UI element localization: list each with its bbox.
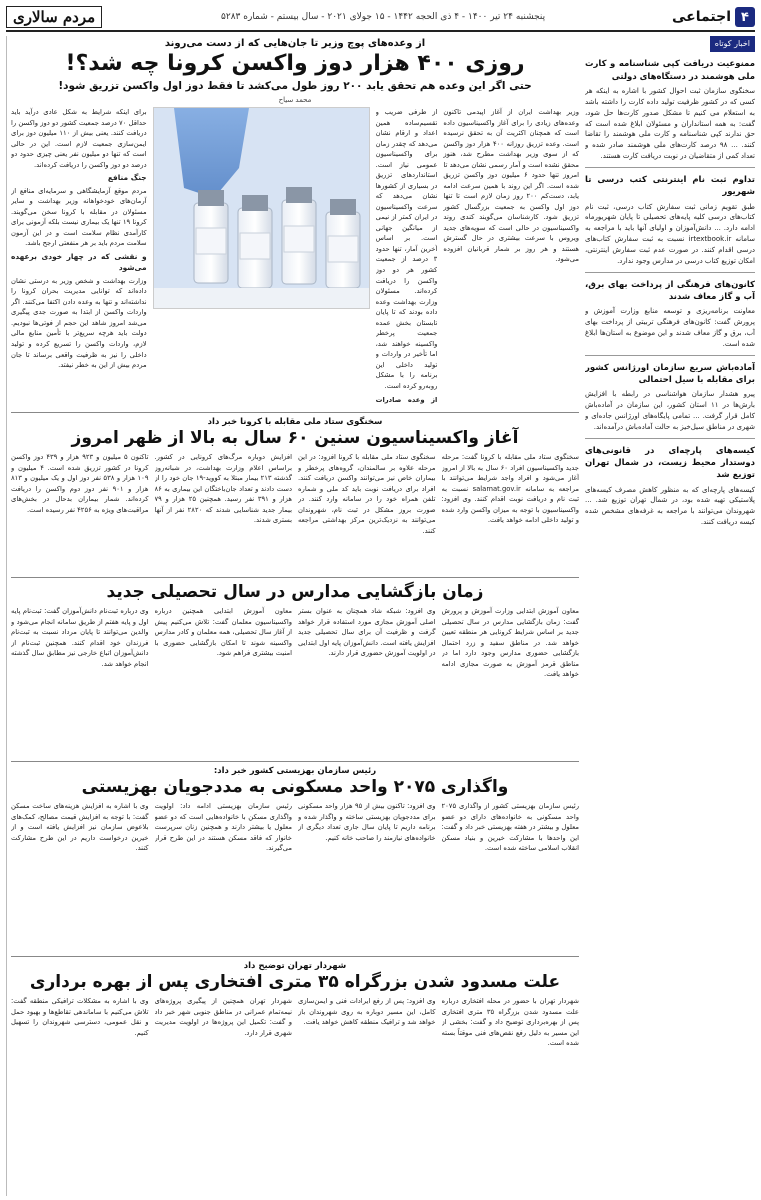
lead-column [443,107,579,407]
article-column: سخنگوی ستاد ملی مقابله با کرونا گفت: مرحله جدید واکسیناسیون افراد ۶۰ سال به بالا از امروز آغاز می‌شود و افراد واجد شرایط می‌توانند با مراجعه به سامانه salamat.gov.ir نسبت به ثبت نام و دریافت نوبت اقدام کنند. وی افزود: واکسیناسیون با توجه به میزان واکسن وارد شده و تولید داخلی ادامه خواهد یافت. [441,453,579,525]
article-headline: علت مسدود شدن بزرگراه ۳۵ متری افتخاری پس از بهره برداری [29,972,561,992]
short-news-body: سخنگوی سازمان ثبت احوال کشور با اشاره به اینکه هر کسی که در کشور ظرفیت تولید داده کارت را داشته باشد به استعلام می کنیم تا مشکل صدور کارت‌ها حل شود، گفت: به همه استانداران و مسئولان ابلاغ شده است که حق ندارند کپی شناسنامه و کارت ملی هوشمند را تقاضا کنند. ... ۹۸ درصد کارت‌های ملی هوشمند صادر شده و تعداد کمی از متقاضیان در نوبت دریافت کارت هستند. [585,87,755,161]
divider [585,438,755,439]
main-content [6,36,579,1196]
issue-date-line: پنجشنبه ۲۴ تیر ۱۴۰۰ - ۴ ذی الحجه ۱۴۴۲ - ۱۵ جولای ۲۰۲۱ - سال بیستم - شماره ۵۲۸۳ [221,12,546,22]
article-headline: آغاز واکسیناسیون سنین ۶۰ سال به بالا از ظهر امروز [71,428,519,448]
short-news-body: معاونت برنامه‌ریزی و توسعه منابع وزارت آموزش و پرورش گفت: کانون‌های فرهنگی تربیتی از پرداخت بهای آب، برق و گاز معاف شدند و این موضوع به استان‌ها ابلاغ شده است. [585,307,755,348]
article-kicker: شهردار تهران توضیح داد [243,961,347,971]
photo-caption-lead: از وعده صادرات [375,396,438,405]
article-kicker: رئیس سازمان بهزیستی کشور خبر داد: [213,766,377,776]
welfare-housing-article [11,761,579,951]
vaccine-vials-photo [153,107,370,309]
vaccination-60-article [11,412,579,572]
article-column: شهردار تهران با حضور در محله افتخاری درباره علت مسدود شدن بزرگراه ۳۵ متری افتخاری پس از بهره‌برداری توضیح داد و گفت: بخشی از این مسیر به دلیل رفع نقص‌های فنی موقتاً بسته شده است. [441,997,579,1048]
short-news-body: طبق تقویم زمانی ثبت سفارش کتاب درسی، ثبت نام کتاب‌های درسی کلیه پایه‌های تحصیلی تا پایان شهریورماه ادامه دارد. ... دانش‌آموزان و اولیای آنها باید با مراجعه به سامانه irtextbook.ir نسبت به ثبت سفارش کتاب‌های درسی اقدام کنند. در صورت عدم ثبت سفارش اینترنتی، امکان توزیع کتاب درسی در مدارس وجود ندارد. [585,202,755,265]
article-headline: واگذاری ۲۰۷۵ واحد مسکونی به مددجویان بهزیستی [81,777,509,797]
lead-subhead: و نقشی که در چهار خودی برعهده می‌شود [11,251,147,273]
section-number: ۴ [735,7,755,27]
article-column: وی درباره ثبت‌نام دانش‌آموزان گفت: ثبت‌نام پایه اول و پایه هفتم از طریق سامانه انجام می‌شود و والدین می‌توانند تا پایان مرداد نسبت به ثبت‌نام فرزندان خود اقدام کنند. همچنین ثبت‌نام از دانش‌آموزان اتباع خارجی نیز مطابق سال گذشته انجام خواهد شد. [11,607,149,668]
vaccine-vials-image [154,108,369,308]
lead-body-text: مردم موقع آزمایشگاهی و سرمایه‌ای منافع از آرمان‌های خودخواهانه وزیر بهداشت و سایر مسئولان در مقابله با کرونا سخن می‌گویند. کرونا ۱۹ تنها یک بیماری نیست بلکه آزمونی برای کارآمدی نظام سلامت است و در این آزمون سلامت مردم باید بر هر منفعتی ارجح باشد. [11,186,147,248]
divider [585,272,755,273]
school-reopening-article [11,577,579,756]
article-kicker: سخنگوی ستاد ملی مقابله با کرونا خبر داد [207,417,383,427]
article-column: وی افزود: پس از رفع ایرادات فنی و ایمن‌سازی کامل، این مسیر دوباره به روی شهروندان باز خواهد شد و ترافیک منطقه کاهش خواهد یافت. [298,997,436,1027]
lead-body-text: برای اینکه شرایط به شکل عادی درآید باید حداقل ۷۰ درصد جمعیت کشور دو دوز واکسن را دریافت کنند. یعنی بیش از ۱۱۰ میلیون دوز برای ایمن‌سازی جمعیت لازم است. این در حالی است که تنها دو میلیون نفر یعنی چیزی حدود دو درصد دو دوز واکسن را دریافت کرده‌اند. [11,108,147,169]
page-header [6,4,755,32]
section-name: اجتماعی [672,9,731,25]
short-news-headline: ممنوعیت دریافت کپی شناسنامه و کارت ملی هوشمند در دستگاه‌های دولتی [585,59,755,82]
short-news-body: پیرو هشدار سازمان هواشناسی در رابطه با افزایش بارش‌ها در ۱۱ استان کشور، این سازمان در آماده‌باش کامل قرار گرفت. ... تمامی پایگاه‌های اورژانس جاده‌ای و شهری در مناطق سیل‌خیز به حالت آماده‌باش درآمده‌اند. [585,390,755,431]
lead-column [11,107,147,407]
short-news-headline: کیسه‌های پارچه‌ای در قانونی‌های دوستدار محیط زیست، در شمال تهران توزیع شد [585,445,755,481]
divider [585,355,755,356]
short-news-headline: تداوم ثبت نام اینترنتی کتب درسی تا شهریور [585,174,755,198]
article-column: رئیس سازمان بهزیستی کشور از واگذاری ۲۰۷۵ واحد مسکونی به خانواده‌های دارای دو عضو معلول و بیشتر در هفته بهزیستی خبر داد و گفت: این واحدها با مشارکت خیرین و بنیاد مسکن انقلاب اسلامی ساخته شده است. [441,802,579,853]
photo-caption [376,395,438,407]
article-column: معاون آموزش ابتدایی همچنین درباره واکسیناسیون معلمان گفت: تلاش می‌کنیم پیش از آغاز سال تحصیلی، همه معلمان و کادر مدارس واکسینه شوند تا امکان بازگشایی حضوری با امنیت بیشتری فراهم شود. [154,607,292,658]
article-column: وی با اشاره به افزایش هزینه‌های ساخت مسکن گفت: با توجه به افزایش قیمت مصالح، کمک‌های بلاعوض سازمان نیز افزایش یافته است و از خیرین درخواست داریم در این طرح مشارکت کنند. [11,802,149,853]
section-badge [664,7,755,27]
lead-subhead: جنگ منافع [107,173,147,183]
lead-headline: روزی ۴۰۰ هزار دوز واکسن کرونا چه شد؟! [65,51,525,76]
article-column: رئیس سازمان بهزیستی ادامه داد: اولویت واگذاری مسکن با خانواده‌هایی است که دو عضو معلول یا بیشتر دارند و همچنین زنان سرپرست خانوار که فاقد مسکن هستند در این طرح قرار می‌گیرند. [154,802,292,853]
article-column: معاون آموزش ابتدایی وزارت آموزش و پرورش گفت: زمان بازگشایی مدارس در سال تحصیلی جدید بر اساس شرایط کرونایی هر منطقه تعیین خواهد شد. در مناطق سفید و زرد احتمال بازگشایی حضوری مدارس وجود دارد اما در مناطق قرمز آموزش به صورت مجازی ادامه خواهد یافت. [441,607,579,679]
article-column: وی با اشاره به مشکلات ترافیکی منطقه گفت: تلاش می‌کنیم با ساماندهی تقاطع‌ها و بهبود حمل و نقل عمومی، دسترسی شهروندان را تسهیل کنیم. [11,997,149,1037]
short-news-headline: کانون‌های فرهنگی از پرداخت بهای برق، آب و گاز معاف شدند [585,279,755,302]
lead-subtitle: حتی اگر این وعده هم تحقق یابد ۲۰۰ روز طول می‌کشد تا فقط دوز اول واکسن تزریق شود! [58,80,532,92]
short-news-column [585,36,755,1196]
short-news-body: کیسه‌های پارچه‌ای که به منظور کاهش مصرف کیسه‌های پلاستیکی تهیه شده بود، در شمال تهران توزیع شد. ... شهروندان می‌توانند با مراجعه به غرفه‌های مشخص شده کیسه دریافت کنند. [585,485,755,527]
article-column: سخنگوی ستاد ملی مقابله با کرونا افزود: در این مرحله علاوه بر سالمندان، گروه‌های پرخطر و بیماران خاص نیز می‌توانند واکسن دریافت کنند. افراد برای دریافت نوبت باید کد ملی و شماره تلفن همراه خود را در سامانه وارد کنند. در صورت بروز مشکل در ثبت نام، شهروندان می‌توانند به نزدیک‌ترین مرکز بهداشتی مراجعه کنند. [298,453,436,535]
divider [585,167,755,168]
short-news-headline: آماده‌باش سریع سازمان اورژانس کشور برای مقابله با سیل احتمالی [585,362,755,385]
lead-body-text: وزیر بهداشت ایران از آغاز اپیدمی تاکنون وعده‌های زیادی را برای آغاز واکسیناسیون داده است که همچنان اکثریت آن به تحقق نرسیده است. وعده تزریق روزانه ۴۰۰ هزار دوز واکسن که از سوی وزیر بهداشت مطرح شد، هنوز محقق نشده است و آمار رسمی نشان می‌دهد تا امروز تنها حدود ۶ میلیون دوز واکسن تزریق شده است. اگر این روند با همین سرعت ادامه یابد، دست‌کم ۲۰۰ روز زمان لازم است تا تنها دوز اول واکسن به جمعیت بزرگسال کشور تزریق شود. کارشناسان می‌گویند کندی روند واکسیناسیون در حالی است که سویه‌های جدید ویروس با سرعت بیشتری در حال گسترش هستند و هر روز بر شمار قربانیان افزوده می‌شود. [443,108,579,264]
lead-column [153,107,438,407]
lead-kicker: از وعده‌های پوچ وزیر تا جان‌هایی که از دست می‌روند [164,38,426,49]
article-headline: زمان بازگشایی مدارس در سال تحصیلی جدید [106,582,484,602]
article-column: افزایش دوباره مرگ‌های کرونایی در کشور. براساس اعلام وزارت بهداشت، در شبانه‌روز گذشته ۲۱۳ بیمار مبتلا به کووید-۱۹ جان خود را از دست دادند و تعداد جان‌باختگان این بیماری به ۸۶ هزار و ۳۹۱ نفر رسید. همچنین ۲۵ هزار و ۷۹ بیمار جدید شناسایی شدند که ۲۸۲۰ نفر از آنها بستری شدند. [154,453,292,525]
article-column: وی افزود: تاکنون بیش از ۹۵ هزار واحد مسکونی برای مددجویان بهزیستی ساخته و واگذار شده و برنامه داریم تا پایان سال جاری تعداد دیگری از خانواده‌های نیازمند را صاحب خانه کنیم. [298,802,436,842]
tehran-highway-article [11,956,579,1086]
newspaper-logo: مردم سالاری [6,6,102,28]
short-news-title: اخبار کوتاه [710,36,755,52]
byline: محمد سیاح [278,96,312,104]
article-column: تاکنون ۵ میلیون و ۹۲۳ هزار و ۴۳۹ دوز واکسن کرونا در کشور تزریق شده است. ۴ میلیون و ۱۰۹ هزار و ۵۳۸ نفر دوز اول و یک میلیون و ۸۱۳ هزار و ۹۰۱ نفر دوز دوم واکسن را دریافت کرده‌اند. شمار بیماران بدحال در بخش‌های مراقبت‌های ویژه به ۴۲۵۶ نفر رسیده است. [11,453,149,514]
article-column: وی افزود: شبکه شاد همچنان به عنوان بستر اصلی آموزش مجازی مورد استفاده قرار خواهد گرفت و ظرفیت آن برای سال تحصیلی جدید افزایش یافته است. دانش‌آموزان پایه اول ابتدایی در اولویت آموزش حضوری قرار دارند. [298,607,436,658]
lead-article [11,38,579,407]
article-column: شهردار تهران همچنین از پیگیری پروژه‌های نیمه‌تمام عمرانی در مناطق جنوبی شهر خبر داد و گفت: تکمیل این پروژه‌ها در اولویت مدیریت شهری قرار دارد. [154,997,292,1037]
lead-body-text: وزارت بهداشت و شخص وزیر به درستی نشان داده‌اند که توانایی مدیریت بحران کرونا را نداشته‌اند و تنها به وعده دادن اکتفا می‌کنند. اگر واردات واکسن از ابتدا به صورت جدی پیگیری می‌شد امروز شاهد این حجم از فوتی‌ها نبودیم. دولت باید هرچه سریع‌تر با تأمین منابع مالی لازم، واردات واکسن را تسریع کرده و تولید داخلی را نیز به ظرفیت واقعی برساند تا جان مردم بیش از این به خطر نیفتد. [11,276,147,370]
lead-body-text: از طرفی ضریب و تقسیم‌ساده همین اعداد و ارقام نشان می‌دهد که چقدر زمان برای واکسیناسیون عمومی نیاز است. استانداردهای تزریق در بسیاری از کشورها نشان می‌دهد که سرعت واکسیناسیون در ایران کمتر از نیمی از میانگین جهانی است. بر اساس آخرین آمار، تنها حدود ۳ درصد از جمعیت کشور هر دو دوز واکسن را دریافت کرده‌اند. مسئولان وزارت بهداشت وعده داده بودند که تا پایان تابستان بخش عمده جمعیت پرخطر واکسینه خواهند شد، اما تأخیر در واردات و تولید داخلی این برنامه را با مشکل روبه‌رو کرده است. [375,108,438,390]
